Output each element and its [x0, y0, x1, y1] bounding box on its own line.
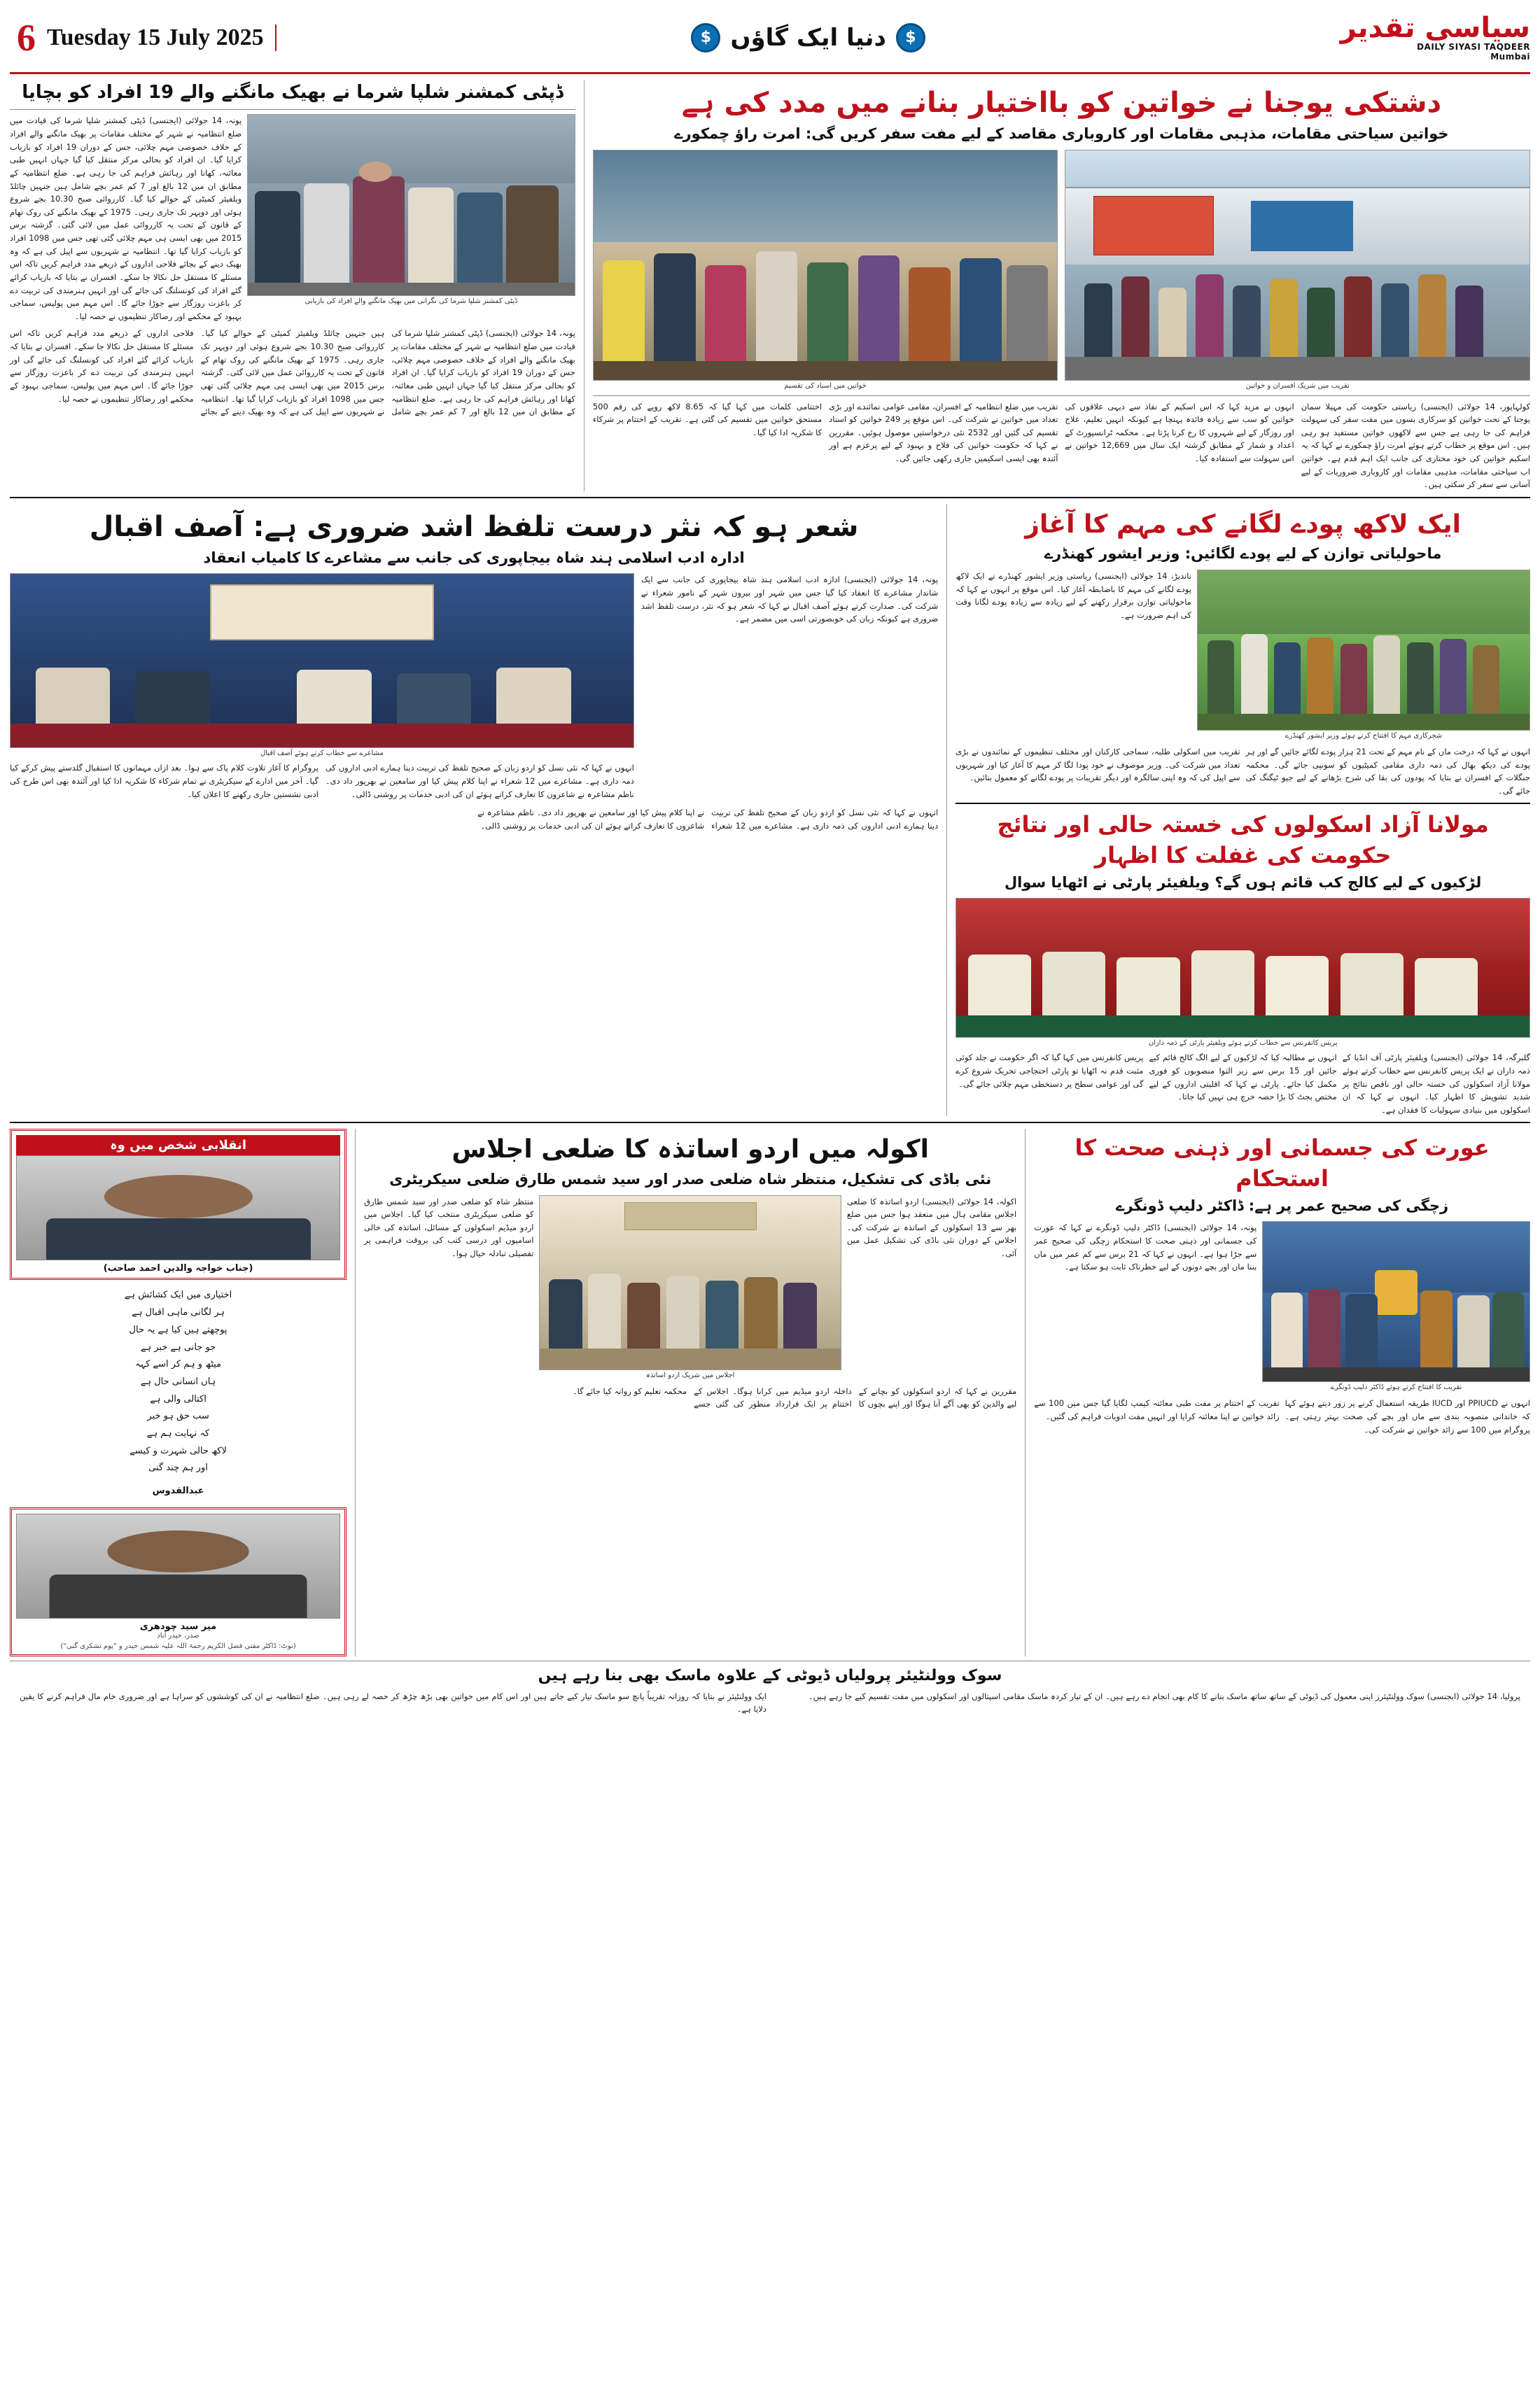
- story-mushaira-subhead: ادارہ ادب اسلامی ہند شاہ بیجاپوری کی جانب سے مشاعرے کا کامیاب انعقاد: [203, 549, 745, 566]
- story-akola-col-2: منتظر شاہ کو ضلعی صدر اور سید شمس طارق کو ضلعی سیکریٹری منتخب کیا گیا۔ اجلاس میں اردو میڈیم اسکولوں کے مسائل، اساتذہ کی خالی اسامیوں اور درسی کتب کی بروقت فراہمی پر تفصیلی تبادلہ خیال ہوا۔: [364, 1196, 534, 1259]
- poem-line-3: جو جانی ہے خبر ہے: [140, 1342, 216, 1353]
- story-main-col-3: تقریب میں ضلع انتظامیہ کے افسران، مقامی عوامی نمائندے اور بڑی تعداد میں خواتین نے شرکت کی۔ اس موقع پر 249 خواتین کو اسناد تقسیم کی گئیں اور 2532 نئی درخواستیں موصول ہوئیں۔ مقررین نے کہا کہ حکومت خواتین کی فلاح و بہبود کے لیے پرعزم ہے اور آئندہ بھی ایسی اسکیمیں جاری رکھی جائیں گی۔: [829, 401, 1058, 463]
- story-plantation: [955, 504, 1530, 1117]
- story-main-headline: دشتکی یوجنا نے خواتین کو بااختیار بنانے میں مدد کی ہے: [681, 87, 1442, 119]
- story-plantation-col-2: انہوں نے کہا کہ درخت ماں کے نام مہم کے تحت 21 ہزار پودے لگائے جائیں گے اور ہر پودے کی دیکھ بھال کی ذمہ داری مقامی کمیٹیوں کو سونپی جائے گی۔ محکمہ جنگلات کے افسران نے بتایا کہ پودوں کی بقا کی شرح بڑھانے کے لیے جیو ٹیگنگ کی جائے گی۔: [1245, 746, 1530, 796]
- portrait-bottom-photo: [16, 1514, 340, 1619]
- story-health-col-2: انہوں نے PPIUCD اور IUCD طریقہ استعمال کرنے پر زور دیتے ہوئے کہا کہ خاندانی منصوبہ بندی سے ماں اور بچے کی صحت بہتر رہتی ہے۔ پروگرام میں 100 سے زائد خواتین نے شرکت کی۔: [1284, 1398, 1530, 1435]
- story-main-subhead: خواتین سیاحتی مقامات، مذہبی مقامات اور کاروباری مقاصد کے لیے مفت سفر کریں گی: امرت راؤ چمکورے: [674, 125, 1449, 142]
- story-akola-body: مقررین نے کہا کہ اردو اسکولوں کو بچانے کے لیے والدین کو بھی آگے آنا ہوگا اور اپنے بچوں کا داخلہ اردو میڈیم میں کرانا ہوگا۔ اجلاس کے اختتام پر ایک قرارداد منظور کی گئی جسے محکمہ تعلیم کو روانہ کیا جائے گا۔: [572, 1386, 1017, 1409]
- masthead-tagline: [691, 23, 925, 52]
- masthead-tag-text: دنیا ایک گاؤں: [730, 23, 886, 52]
- story-health-col-1: پونہ، 14 جولائی (ایجنسی) ڈاکٹر دلیپ ڈونگرے نے کہا کہ عورت کی جسمانی اور ذہنی صحت کا استحکام زچگی کی صحیح عمر سے جڑا ہوا ہے۔ انہوں نے کہا کہ 21 برس سے کم عمر میں ماں بننا ماں اور بچے دونوں کے لیے خطرناک ثابت ہو سکتا ہے۔: [1034, 1223, 1257, 1272]
- story-plantation-caption: شجرکاری مہم کا افتتاح کرتے ہوئے وزیر ایشور کھنڈرے: [1284, 731, 1443, 740]
- story-plantation-headline: ایک لاکھ پودے لگانے کی مہم کا آغاز: [1025, 509, 1461, 539]
- portrait-top-photo: [16, 1155, 340, 1260]
- story-main-photo-1-caption: تقریب میں شریک افسران و خواتین: [1245, 381, 1350, 390]
- story-school-col-3: پریس کانفرنس میں کہا گیا کہ اگر حکومت نے جلد کوئی مثبت قدم نہ اٹھایا تو پارٹی احتجاجی تحریک شروع کرے گی اور عوامی سطح پر دستخطی مہم چلائی جائے گی۔: [955, 1052, 1144, 1089]
- story-akola-subhead: نئی باڈی کی تشکیل، منتظر شاہ ضلعی صدر اور سید شمس طارق ضلعی سیکریٹری: [389, 1171, 992, 1188]
- story-health-caption: تقریب کا افتتاح کرتے ہوئے ڈاکٹر دلیپ ڈونگرے: [1330, 1383, 1462, 1392]
- story-akola-headline: اکولہ میں اردو اساتذہ کا ضلعی اجلاس: [451, 1135, 929, 1164]
- story-mushaira-headline: شعر ہو کہ نثر درست تلفظ اشد ضروری ہے: آصف اقبال: [89, 510, 859, 543]
- story-beggars-body: پونہ، 14 جولائی (ایجنسی) ڈپٹی کمشنر شلپا شرما کی قیادت میں ضلع انتظامیہ نے شہر کے مختلف مقامات پر بھیک مانگنے والے افراد کے خلاف خصوصی مہم چلائی، جس کے دوران 19 افراد کو بازیاب کرایا گیا۔ ان افراد کو بحالی مرکز منتقل کیا گیا جہاں انہیں طبی معائنہ، کھانا اور رہائش فراہم کی جا رہی ہے۔ ضلع انتظامیہ کے مطابق ان میں 12 بالغ اور 7 کم عمر بچے شامل ہیں جنہیں چائلڈ ویلفیئر کمیٹی کے حوالے کیا گیا۔ کارروائی صبح 10.30 بجے شروع ہوئی اور دوپہر تک جاری رہی۔ 1975 کے بھیک مانگنے کی روک تھام کے قانون کے تحت یہ کارروائی عمل میں لائی گئی۔ گزشتہ برس 2015 میں بھی ایسی ہی مہم چلائی گئی تھی جس میں 1098 افراد کو بازیاب کرایا گیا تھا۔ انتظامیہ نے شہریوں سے اپیل کی ہے کہ وہ بھیک دینے کے بجائے فلاحی اداروں کے ذریعے مدد فراہم کریں تاکہ اس مسئلے کا مستقل حل نکالا جا سکے۔ افسران نے بتایا کہ بازیاب کرائے گئے افراد کی کونسلنگ کی جائے گی اور انہیں ہنرمندی کی تربیت دے کر باعزت روزگار سے جوڑا جائے گا۔ اس مہم میں پولیس، سماجی بہبود کے محکمے اور رضاکار تنظیموں نے حصہ لیا۔: [10, 328, 575, 417]
- portrait-bottom-name: میر سید چودھری: [139, 1621, 217, 1632]
- story-health-photo: [1262, 1221, 1530, 1382]
- poem-line-0: اختیاری میں ایک کشائش ہے: [124, 1290, 232, 1301]
- masthead-logo: [1340, 11, 1530, 62]
- story-mushaira-body: انہوں نے کہا کہ نئی نسل کو اردو زبان کے صحیح تلفظ کی تربیت دینا ہمارے ادبی اداروں کی ذمہ داری ہے۔ مشاعرے میں 12 شعراء نے اپنا کلام پیش کیا اور سامعین نے بھرپور داد دی۔ ناظم مشاعرہ نے شاعروں کا تعارف کراتے ہوئے ان کی ادبی خدمات پر روشنی ڈالی۔: [477, 808, 939, 831]
- middle-section: [10, 504, 1530, 1117]
- poem-line-10: اور ہم چند گنی: [148, 1463, 208, 1474]
- page-number: 6: [17, 16, 36, 59]
- story-school: [955, 810, 1530, 1116]
- opinion-column: [10, 1129, 356, 1656]
- story-main-photo-2-caption: خواتین میں اسناد کی تقسیم: [784, 381, 867, 390]
- story-akola: [364, 1129, 1026, 1656]
- story-mushaira: [10, 504, 947, 1117]
- bottom-section: [10, 1129, 1530, 1656]
- story-beggars-lead: پونہ، 14 جولائی (ایجنسی) ڈپٹی کمشنر شلپا شرما کی قیادت میں ضلع انتظامیہ نے شہر کے مختلف مقامات پر بھیک مانگنے والے افراد کے خلاف خصوصی مہم چلائی، جس کے دوران 19 افراد کو بازیاب کرایا گیا۔ ان افراد کو بحالی مرکز منتقل کیا گیا جہاں انہیں طبی معائنہ، کھانا اور رہائش فراہم کی جا رہی ہے۔ ضلع انتظامیہ کے مطابق ان میں 12 بالغ اور 7 کم عمر بچے شامل ہیں جنہیں چائلڈ ویلفیئر کمیٹی کے حوالے کیا گیا۔ کارروائی صبح 10.30 بجے شروع ہوئی اور دوپہر تک جاری رہی۔ 1975 کے بھیک مانگنے کی روک تھام کے قانون کے تحت یہ کارروائی عمل میں لائی گئی۔ گزشتہ برس 2015 میں بھی ایسی ہی مہم چلائی گئی تھی جس میں 1098 افراد کو بازیاب کرایا گیا تھا۔ انتظامیہ نے شہریوں سے اپیل کی ہے کہ وہ بھیک دینے کے بجائے فلاحی اداروں کے ذریعے مدد فراہم کریں تاکہ اس مسئلے کا مستقل حل نکالا جا سکے۔ افسران نے بتایا کہ بازیاب کرائے گئے افراد کی کونسلنگ کی جائے گی اور انہیں ہنرمندی کی تربیت دے کر باعزت روزگار سے جوڑا جائے گا۔ اس مہم میں پولیس، سماجی بہبود کے محکمے اور رضاکار تنظیموں نے حصہ لیا۔: [10, 115, 242, 321]
- masthead-logo-sub: DAILY SIYASI TAQDEER: [1417, 41, 1530, 52]
- story-mask-col-2: ایک وولنٹیئر نے بتایا کہ روزانہ تقریباً پانچ سو ماسک تیار کیے جاتے ہیں اور اس کام میں خواتین بھی بڑھ چڑھ کر حصہ لے رہی ہیں۔ ضلع انتظامیہ نے ان کی کوششوں کو سراہا ہے اور ضروری خام مال فراہم کرنے کا یقین دلایا ہے۔: [20, 1691, 766, 1715]
- story-plantation-col-1: ناندیڑ، 14 جولائی (ایجنسی) ریاستی وزیر ایشور کھنڈرے نے ایک لاکھ پودے لگانے کی مہم کا باضابطہ آغاز کیا۔ اس موقع پر انہوں نے کہا کہ ماحولیاتی توازن برقرار رکھنے کے لیے زیادہ سے زیادہ پودے لگانا وقت کی اہم ضرورت ہے۔: [955, 570, 1191, 620]
- poem-line-4: میٹھ و ہم کر اسے کہہ: [134, 1359, 222, 1370]
- masthead-logo-city: Mumbai: [1490, 51, 1530, 62]
- masthead: [10, 7, 1530, 74]
- story-health-subhead: زچگی کی صحیح عمر پر ہے: ڈاکٹر دلیپ ڈونگرے: [1116, 1197, 1449, 1214]
- story-mask-headline: سوک وولنٹیئر پرولیاں ڈیوٹی کے علاوہ ماسک بھی بنا رہے ہیں: [538, 1666, 1002, 1684]
- poem-line-9: لاکھ حالی شہرت و کیسے: [130, 1445, 227, 1456]
- poem-line-6: اکتالی والی ہے: [150, 1393, 206, 1404]
- story-school-subhead: لڑکیوں کے لیے کالج کب قائم ہوں گے؟ ویلفیئر پارٹی نے اٹھایا سوال: [1004, 873, 1482, 891]
- story-mushaira-col-1: پونہ، 14 جولائی (ایجنسی) ادارہ ادب اسلامی ہند شاہ بیجاپوری کی جانب سے ایک شاندار مشاعرے کا انعقاد کیا گیا جس میں شہر اور بیرون شہر کے نامور شعراء نے شرکت کی۔ صدارت کرتے ہوئے آصف اقبال نے کہا کہ شعر ہو کہ نثر، درست تلفظ اشد ضروری ہے کیونکہ زبان کی خوبصورتی اسی میں مضمر ہے۔: [640, 575, 939, 624]
- story-school-photo: [955, 898, 1530, 1038]
- story-akola-photo: [539, 1195, 841, 1370]
- story-school-caption: پریس کانفرنس سے خطاب کرتے ہوئے ویلفیئر پارٹی کے ذمہ داران: [1148, 1039, 1338, 1048]
- story-plantation-photo: [1197, 570, 1530, 731]
- top-section: [10, 80, 1530, 491]
- story-main-photo-2: [593, 150, 1058, 381]
- story-school-col-2: انہوں نے مطالبہ کیا کہ لڑکیوں کے لیے الگ کالج قائم کیے جائیں اور 15 برس سے زیر التوا منصوبوں کو فوری مکمل کیا جائے۔ پارٹی نے کہا کہ اقلیتی اداروں کے لیے مختص بجٹ کا بڑا حصہ خرچ ہی نہیں کیا جاتا۔: [1149, 1052, 1337, 1102]
- story-main-col-1: کولہاپور، 14 جولائی (ایجنسی) ریاستی حکومت کی مہیلا سمان یوجنا کے تحت خواتین کو سرکاری بسوں میں مفت سفر کی سہولت فراہم کی جا رہی ہے جس سے لاکھوں خواتین مستفید ہو رہی ہیں۔ اس موقع پر خطاب کرتے ہوئے امرت راؤ چمکورے نے کہا کہ یہ اسکیم خواتین کی خود مختاری کی جانب ایک اہم قدم ہے۔ خواتین اب سیاحتی مقامات، مذہبی مقامات اور کاروباری ضروریات کے لیے آسانی سے سفر کر سکتی ہیں۔: [1301, 401, 1530, 490]
- story-mask-col-1: پرولیا، 14 جولائی (ایجنسی) سوک وولنٹیئرز اپنی معمول کی ڈیوٹی کے ساتھ ساتھ ماسک بنانے کا کام بھی انجام دے رہے ہیں۔ ان کے تیار کردہ ماسک مقامی اسپتالوں اور اسکولوں میں مفت تقسیم کیے جا رہے ہیں۔: [808, 1691, 1520, 1701]
- story-mask: [10, 1666, 1530, 1716]
- coin-icon-2: $: [691, 23, 720, 52]
- story-main-col-4: اختتامی کلمات میں کہا گیا کہ 8.65 لاکھ روپے کی رقم 500 مستحق خواتین میں تقسیم کی گئی ہے۔ تقریب کے اختتام پر شرکاء کا شکریہ ادا کیا گیا۔: [592, 401, 822, 437]
- opinion-poem: [10, 1287, 346, 1500]
- poem-line-8: کہ نہایت ہم ہے: [146, 1428, 210, 1439]
- portrait-card-bottom: [10, 1507, 346, 1656]
- poem-line-2: پوچھتے ہیں کیا ہے یہ حال: [129, 1324, 227, 1335]
- story-mushaira-col-3: پروگرام کا آغاز تلاوت کلام پاک سے ہوا۔ بعد ازاں مہمانوں کا استقبال گلدستے پیش کرکے کیا گیا۔ آخر میں ادارے کے سیکریٹری نے تمام شرکاء کا شکریہ ادا کیا اور آئندہ بھی اس طرح کی ادبی نشستیں جاری رکھنے کا اعلان کیا۔: [10, 763, 318, 799]
- story-beggars-headline: ڈپٹی کمشنر شلپا شرما نے بھیک مانگنے والے 19 افراد کو بچایا: [22, 82, 564, 103]
- poem-line-1: ہر لگانی ماہی اقبال ہے: [132, 1307, 225, 1318]
- story-main-photo-1: [1065, 150, 1530, 381]
- portrait-card-top: [10, 1129, 346, 1280]
- story-akola-caption: اجلاس میں شریک اردو اساتذہ: [645, 1371, 735, 1379]
- portrait-top-name: (جناب خواجہ والدین احمد صاحب): [103, 1263, 253, 1274]
- portrait-bottom-designation: صدر، حیدر آباد: [157, 1631, 200, 1640]
- story-school-col-1: گلبرگہ، 14 جولائی (ایجنسی) ویلفیئر پارٹی آف انڈیا کے ذمہ داران نے ایک پریس کانفرنس سے خطاب کرتے ہوئے مولانا آزاد اسکولوں کی خستہ حالی اور ناقص نتائج پر شدید تشویش کا اظہار کیا۔ انہوں نے کہا کہ ان اسکولوں میں بنیادی سہولیات کا فقدان ہے۔: [1342, 1052, 1530, 1115]
- poem-signature: عبدالقدوس: [152, 1486, 204, 1497]
- story-plantation-subhead: ماحولیاتی توازن کے لیے پودے لگائیں: وزیر ایشور کھنڈرے: [1044, 545, 1442, 563]
- story-beggars: [10, 80, 584, 491]
- poem-line-7: سب حق ہو خبر: [147, 1411, 209, 1422]
- portrait-top-title: انقلابی شخص میں وہ: [16, 1135, 340, 1155]
- poem-line-5: ہاں انسانی حال ہے: [140, 1376, 216, 1387]
- story-mushaira-photo: [10, 573, 634, 748]
- portrait-bottom-note: (نوٹ: ڈاکٹر مفتی فضل الکریم رحمۃ اللہ علیہ شمس حیدر و "یوم تشکری گنی"): [60, 1642, 296, 1650]
- story-health: [1034, 1129, 1530, 1656]
- story-akola-col-1: اکولہ، 14 جولائی (ایجنسی) اردو اساتذہ کا ضلعی اجلاس مقامی ہال میں منعقد ہوا جس میں ضلع بھر سے 13 اسکولوں کے اساتذہ نے شرکت کی۔ اجلاس کے دوران نئی باڈی کی تشکیل عمل میں آئی۔: [846, 1196, 1017, 1259]
- story-mushaira-caption: مشاعرے سے خطاب کرتے ہوئے آصف اقبال: [260, 749, 384, 758]
- story-main-col-2: انہوں نے مزید کہا کہ اس اسکیم کے نفاذ سے دیہی علاقوں کی خواتین کو سب سے زیادہ فائدہ پہنچا ہے کیونکہ انہیں تعلیم، علاج اور روزگار کے لیے شہروں کا رخ کرنا پڑتا ہے۔ محکمہ ٹرانسپورٹ کے اعداد و شمار کے مطابق گزشتہ ایک سال میں 12,669 خواتین نے اس سہولت سے استفادہ کیا۔: [1065, 401, 1294, 463]
- coin-icon: $: [896, 23, 925, 52]
- story-beggars-caption: ڈپٹی کمشنر شلپا شرما کی نگرانی میں بھیک مانگنے والے افراد کی بازیابی: [304, 297, 518, 306]
- story-mushaira-col-2: انہوں نے کہا کہ نئی نسل کو اردو زبان کے صحیح تلفظ کی تربیت دینا ہمارے ادبی اداروں کی ذمہ داری ہے۔ مشاعرے میں 12 شعراء نے اپنا کلام پیش کیا اور سامعین نے بھرپور داد دی۔ ناظم مشاعرہ نے شاعروں کا تعارف کراتے ہوئے ان کی ادبی خدمات پر روشنی ڈالی۔: [325, 763, 634, 799]
- story-school-headline: مولانا آزاد اسکولوں کی خستہ حالی اور نتائج حکومت کی غفلت کا اظہار: [997, 811, 1489, 868]
- story-main: [593, 80, 1530, 491]
- story-beggars-photo: [247, 114, 575, 296]
- story-plantation-col-3: تقریب میں اسکولی طلبہ، سماجی کارکنان اور مختلف تنظیموں کے نمائندوں نے بڑی تعداد میں شرکت کی۔ وزیر موصوف نے خود پودا لگا کر مہم کا آغاز کیا اور شہریوں سے اپیل کی کہ وہ اپنی سالگرہ اور دیگر تقریبات پر پودے لگانے کو معمول بنائیں۔: [955, 746, 1240, 783]
- story-health-col-3: تقریب کے اختتام پر مفت طبی معائنہ کیمپ لگایا گیا جس میں 100 سے زائد خواتین نے اپنا معائنہ کرایا اور انہیں مفت ادویات فراہم کی گئیں۔: [1034, 1398, 1280, 1421]
- story-health-headline: عورت کی جسمانی اور ذہنی صحت کا استحکام: [1074, 1134, 1490, 1192]
- masthead-date: Tuesday 15 July 2025: [36, 24, 276, 51]
- masthead-logo-urdu: سیاسی تقدیر: [1340, 11, 1530, 44]
